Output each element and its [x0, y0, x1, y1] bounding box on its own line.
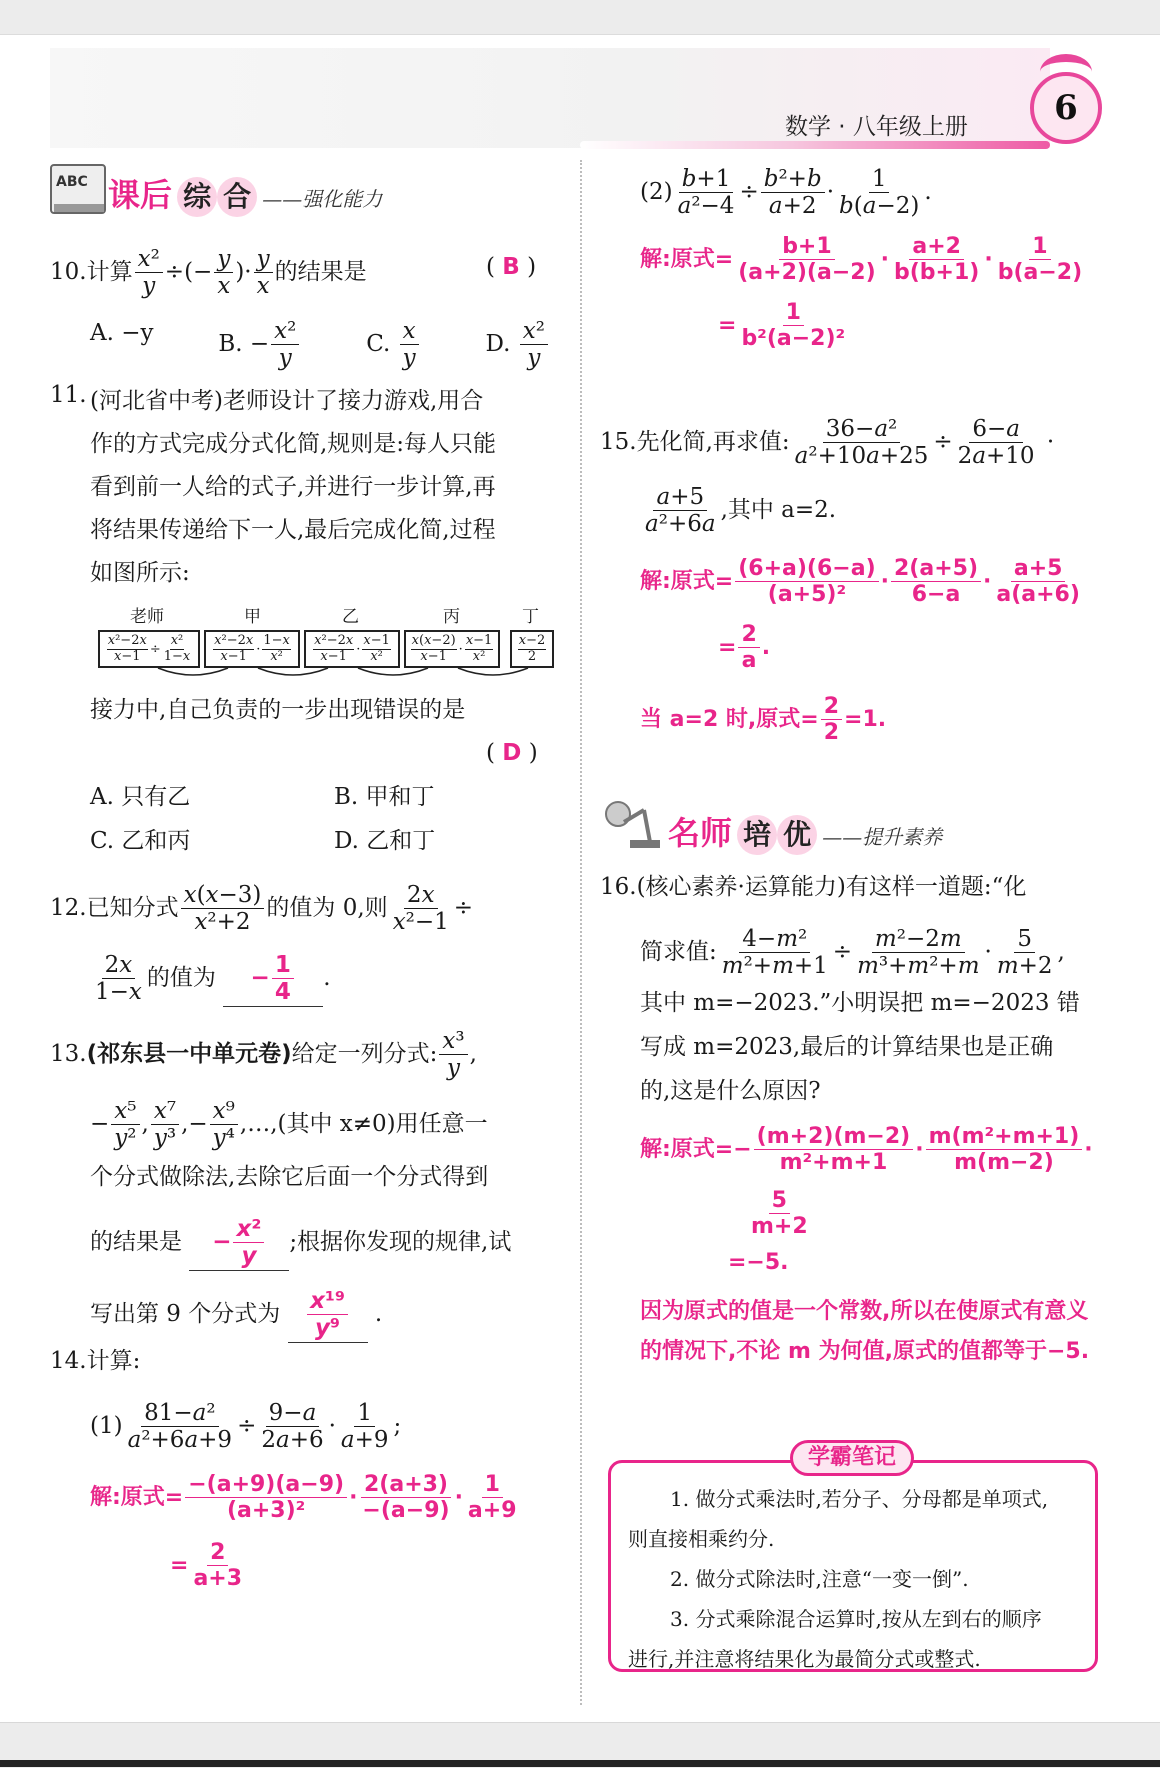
relay-box-bing: $\frac{x(x-2)}{x-1}$ · $\frac{x-1}{\text{x²}}$ — [404, 630, 500, 668]
q16-solution-cont: $\frac{5}{m+2}$ — [751, 1188, 808, 1240]
q11-question: 接力中,自己负责的一步出现错误的是 — [90, 697, 466, 723]
relay-diagram — [98, 607, 558, 676]
q10-options: A. −y B. − $\frac{\text{x²}}{y}$ C. $\frac{x}{y}$ D. $\frac{\text{x²}}{y}$ — [90, 318, 550, 372]
q10-answer: B — [502, 254, 520, 280]
top-bar — [0, 0, 1160, 35]
q13-line2-text: ,…,(其中 x≠0)用任意一 — [239, 1110, 488, 1137]
q13-line5: 写出第 9 个分式为 $\frac{\text{x¹⁹}}{\text{y⁹}}$ . — [90, 1288, 383, 1342]
q12-answer-sign: − — [250, 964, 270, 991]
q11-number: 11. — [50, 382, 87, 408]
q13-line2: − $\frac{\text{x⁵}}{\text{y²}}$ , $\frac{\text{x⁷}}{\text{y³}}$ ,− $\frac{\text{x⁹}}{\text{y⁴}}$ ,…,(其中 x≠0)用任意一 — [90, 1098, 488, 1152]
page-number: 6 — [1030, 72, 1102, 144]
q12-stem: 12.已知分式 $\frac{x(x-3)}{\text{x²+2}}$ 的值为 0,则 $\frac{2x}{\text{x²−1}}$ ÷ — [50, 882, 474, 936]
relay-label-teacher: 老师 — [130, 607, 164, 627]
section-subtitle: ——强化能力 — [262, 187, 383, 211]
q14-part1-result: = $\frac{2}{a+3}$ — [170, 1540, 243, 1592]
q16-line2-text: 简求值: — [640, 938, 717, 965]
note-item: 则直接相乘约分. — [628, 1527, 775, 1551]
q10-option-b: B. − — [218, 330, 270, 357]
section2-title-bubble: 培 — [737, 815, 777, 855]
q13-number: 13. — [50, 1040, 87, 1067]
q14-part2-label: (2) — [640, 178, 673, 205]
q11-line: (河北省中考)老师设计了接力游戏,用合 — [90, 388, 484, 414]
q11-option-a: A. 只有乙 — [90, 784, 191, 810]
q14-part1-label: (1) — [90, 1412, 123, 1439]
q16-line1 — [600, 872, 1026, 902]
section-title-part: 课后 — [108, 176, 173, 214]
q10-answer-bracket: ( B ) — [486, 254, 537, 280]
q12-text-end: 的值为 — [146, 964, 216, 991]
q11-answer-bracket: ( D ) — [486, 740, 538, 766]
relay-box-teacher: $\frac{\text{x²−2x}}{x-1}$ ÷ $\frac{\text{x²}}{1-x}$ — [98, 630, 200, 668]
q15-number: 15. — [600, 428, 637, 455]
q16-sol-label: 解:原式=− — [640, 1136, 752, 1162]
q15-condition: ,其中 a=2. — [720, 496, 837, 523]
q15-when: 当 a=2 时,原式= — [640, 706, 819, 732]
q16-line5: 的,这是什么原因? — [640, 1078, 821, 1104]
q16-line1-text: (核心素养·运算能力)有这样一道题:“化 — [636, 874, 1027, 900]
q15-solution: 解:原式= $\frac{(6+a)(6-a)}{\text{(a+5)²}}$ · $\frac{2(a+5)}{6-a}$ · $\frac{a+5}{a(a+6)}$ — [640, 556, 1080, 608]
q16-line3: 其中 m=−2023.”小明误把 m=−2023 错 — [640, 990, 1080, 1016]
book-icon — [50, 160, 106, 218]
q13-line4-text-end: ;根据你发现的规律,试 — [289, 1228, 512, 1255]
q14-part2-solution: 解:原式= $\frac{b+1}{(a+2)(a-2)}$ · $\frac{a+2}{b(b+1)}$ · $\frac{1}{b(a-2)}$ — [640, 234, 1083, 286]
q10-option-a: A. −y — [90, 320, 154, 346]
relay-box-yi: $\frac{\text{x²−2x}}{x-1}$ · $\frac{x-1}{\text{x²}}$ — [304, 630, 400, 668]
q12-answer-den: 4 — [274, 979, 291, 1006]
q11-line: 将结果传递给下一人,最后完成化简,过程 — [90, 517, 496, 543]
q14-part2: (2) $\frac{b+1}{\text{a²−4}}$ ÷ $\frac{\text{b²+b}}{a+2}$ · $\frac{1}{b(a-2)}$ . — [640, 166, 932, 220]
q12-number: 12. — [50, 894, 87, 921]
q12-text: 已知分式 — [86, 894, 179, 921]
relay-label-bing: 丙 — [443, 607, 460, 627]
q10-stem: 10.计算 $\frac{\text{x²}}{y}$ ÷(− $\frac{y}{x}$ )· $\frac{y}{x}$ 的结果是 — [50, 246, 367, 300]
q10-number: 10. — [50, 258, 87, 285]
q13-line5-text: 写出第 9 个分式为 — [90, 1300, 281, 1327]
q14-part1-solution: 解:原式= $\frac{-(a+9)(a-9)}{\text{(a+3)²}}$ · $\frac{2(a+3)}{-(a-9)}$ · $\frac{1}{a+9}$ — [90, 1472, 517, 1524]
header-line — [580, 141, 1050, 149]
q14-stem — [50, 1346, 140, 1376]
q11-line: 看到前一人给的式子,并进行一步计算,再 — [90, 474, 496, 500]
q13-line3: 个分式做除法,去除它后面一个分式得到 — [90, 1164, 489, 1190]
relay-label-yi: 乙 — [342, 607, 359, 627]
q11-stem — [90, 380, 496, 595]
q12-answer-num: 1 — [272, 952, 294, 979]
q12-line2: $\frac{2x}{1-x}$ 的值为 − $\frac{1}{4}$ . — [95, 952, 331, 1006]
q16-number: 16. — [600, 874, 637, 900]
study-notes-title: 学霸笔记 — [790, 1440, 914, 1476]
q16-result: =−5. — [728, 1250, 789, 1275]
q13-stem: 13.(祁东县一中单元卷)给定一列分式: $\frac{\text{x³}}{y}$ , — [50, 1028, 477, 1082]
relay-box-ding: $\frac{x-2}{2}$ — [510, 630, 554, 668]
q10-text: 计算 — [86, 258, 133, 285]
q14-part2-result: = $\frac{1}{\text{b²(a−2)²}}$ — [718, 300, 846, 352]
q15-stem: 15.先化简,再求值: $\frac{\text{36−a²}}{\text{a²+10a+25}}$ ÷ $\frac{6-a}{2a+10}$ · — [600, 416, 1055, 470]
q14-text: 计算: — [86, 1348, 141, 1374]
q15-sol-label: 解:原式= — [640, 568, 734, 594]
q14-part1: (1) $\frac{\text{81−a²}}{\text{a²+6a+9}}$ ÷ $\frac{9-a}{2a+6}$ · $\frac{1}{a+9}$ ; — [90, 1400, 402, 1454]
q14-number: 14. — [50, 1348, 87, 1374]
q14-eq: = — [170, 1552, 189, 1578]
q15-final: =1. — [844, 706, 887, 732]
section-heading-after-class — [108, 170, 382, 217]
lamp-icon — [600, 792, 660, 852]
relay-arrows — [98, 666, 558, 680]
section-heading-teacher — [668, 808, 942, 855]
section2-title-bubble: 优 — [777, 815, 817, 855]
q11-option-d: D. 乙和丁 — [334, 828, 436, 854]
q11-option-c: C. 乙和丙 — [90, 828, 191, 854]
section2-subtitle: ——提升素养 — [822, 825, 943, 849]
bottom-edge — [0, 1760, 1160, 1767]
q16-solution: 解:原式=− $\frac{(m+2)(m-2)}{\text{m²+m+1}}$ · $\frac{\text{m(m²+m+1)}}{m(m-2)}$ · — [640, 1124, 1093, 1176]
note-item: 2. 做分式除法时,注意“一变一倒”. — [670, 1567, 969, 1591]
q15-simplified: = $\frac{2}{a}$ . — [718, 622, 771, 674]
q12-text-mid: 的值为 0,则 — [266, 894, 388, 921]
q16-explanation-1: 因为原式的值是一个常数,所以在使原式有意义 — [640, 1299, 1089, 1324]
relay-label-jia: 甲 — [244, 607, 261, 627]
relay-label-ding: 丁 — [522, 607, 539, 627]
q15-line2: $\frac{a+5}{\text{a²+6a}}$ ,其中 a=2. — [645, 484, 837, 538]
section2-title-part: 名师 — [668, 814, 733, 852]
q15-evaluation: 当 a=2 时,原式= $\frac{2}{2}$ =1. — [640, 694, 887, 746]
note-item: 3. 分式乘除混合运算时,按从左到右的顺序 — [670, 1607, 1042, 1631]
book-icon-label: ABC — [56, 174, 88, 190]
q14-sol-label: 解:原式= — [90, 1484, 184, 1510]
q13-text: 给定一列分式: — [291, 1040, 438, 1067]
q13-line4: 的结果是 − $\frac{\text{x²}}{y}$ ;根据你发现的规律,试 — [90, 1216, 512, 1270]
q11-option-b: B. 甲和丁 — [334, 784, 435, 810]
relay-box-jia: $\frac{\text{x²−2x}}{x-1}$ · $\frac{1-x}{\text{x²}}$ — [204, 630, 300, 668]
q14-sol-label: 解:原式= — [640, 246, 734, 272]
book-title: 数学 · 八年级上册 — [785, 114, 968, 140]
note-item: 进行,并注意将结果化为最简分式或整式. — [628, 1647, 981, 1671]
note-item: 1. 做分式乘法时,若分子、分母都是单项式, — [670, 1487, 1049, 1511]
q11-line: 作的方式完成分式化简,规则是:每人只能 — [90, 431, 497, 457]
q16-line2: 简求值: $\frac{\text{4−m²}}{\text{m²+m+1}}$ ÷ $\frac{\text{m²−2m}}{\text{m³+m²+m}}$ · $\frac{5}{m+2}$ , — [640, 926, 1065, 980]
q11-line: 如图所示: — [90, 560, 190, 586]
q16-explanation-2: 的情况下,不论 m 为何值,原式的值都等于−5. — [640, 1339, 1090, 1364]
q13-source: (祁东县一中单元卷) — [86, 1040, 292, 1067]
q16-line4: 写成 m=2023,最后的计算结果也是正确 — [640, 1034, 1054, 1060]
section-title-bubble: 合 — [217, 177, 257, 217]
q10-text-end: 的结果是 — [274, 258, 367, 285]
section-title-bubble: 综 — [177, 177, 217, 217]
q15-text: 先化简,再求值: — [636, 428, 790, 455]
q11-answer: D — [502, 740, 522, 766]
column-divider — [580, 160, 582, 1705]
q13-line4-text: 的结果是 — [90, 1228, 182, 1255]
